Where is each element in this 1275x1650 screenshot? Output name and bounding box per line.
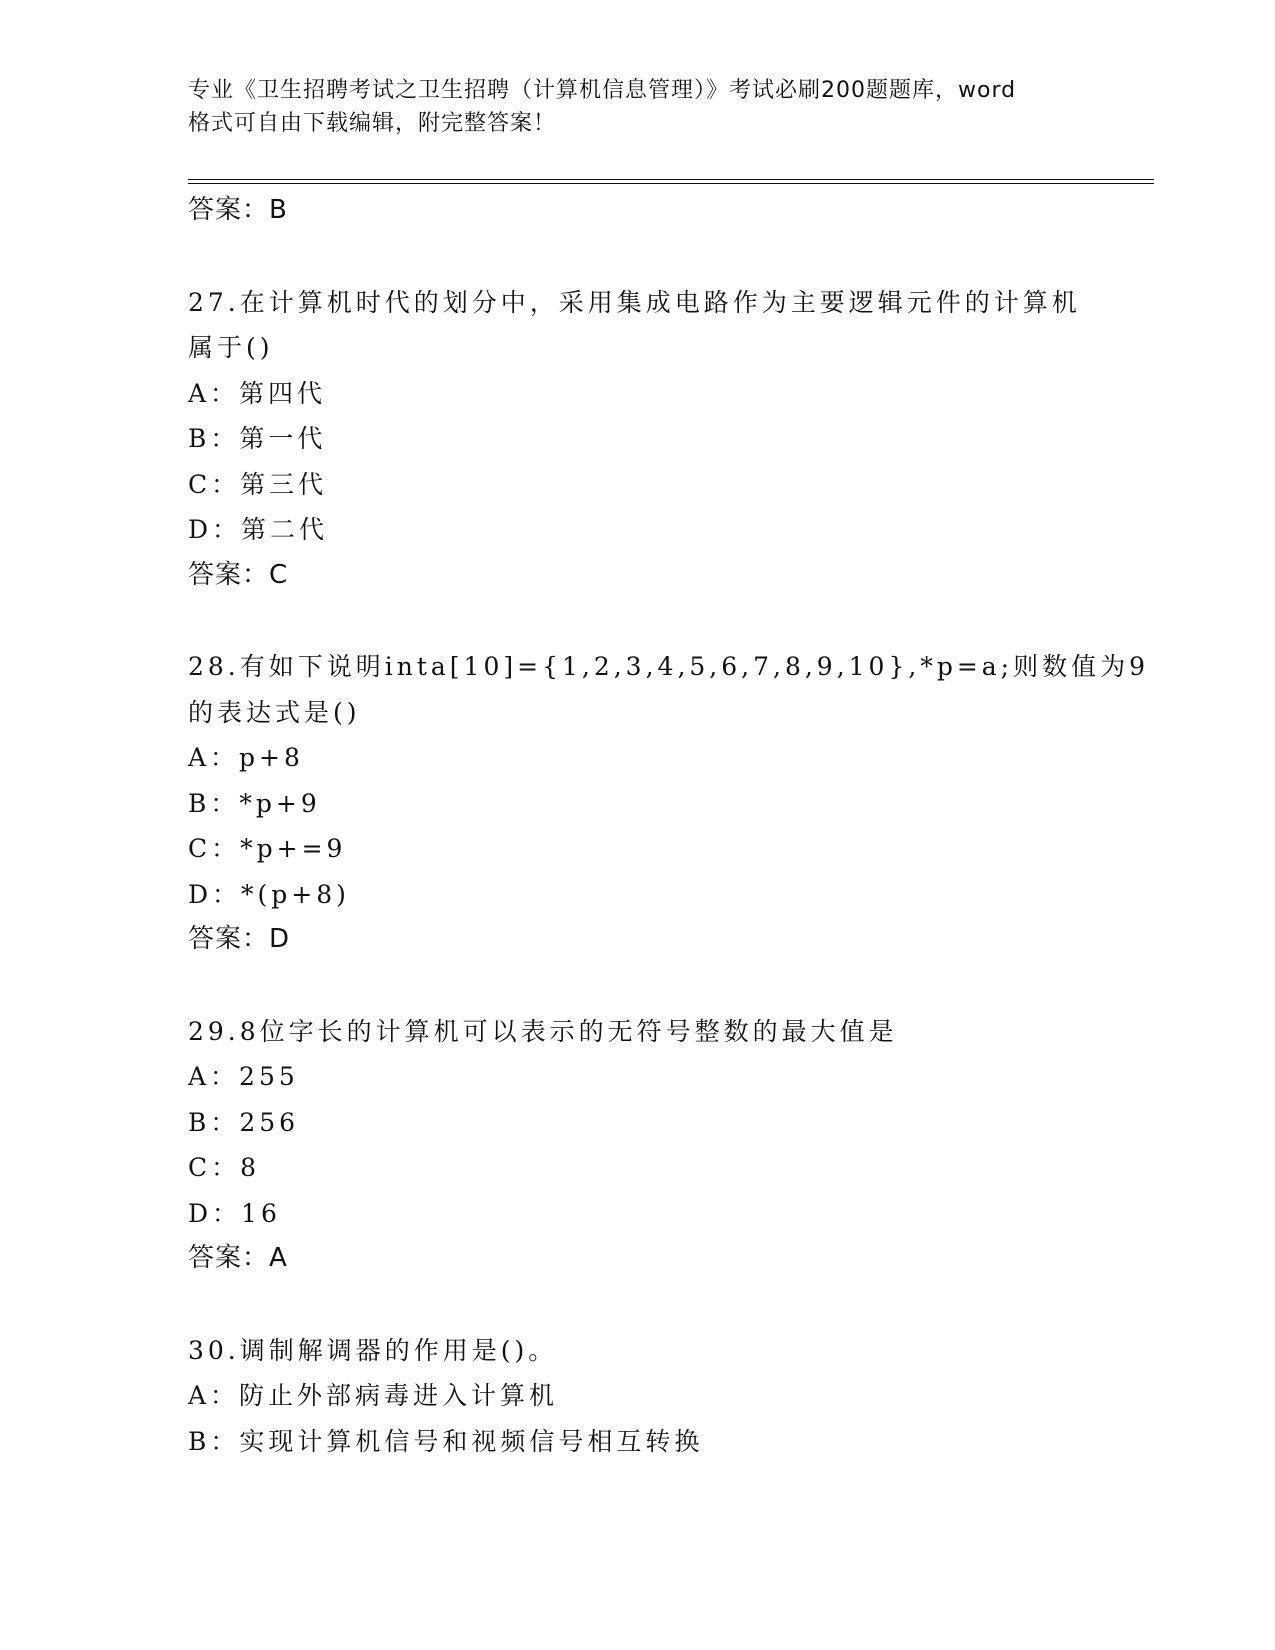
option-b: B：第一代 [188, 424, 327, 453]
spacer [188, 963, 1088, 1009]
option-a: A：255 [188, 1062, 299, 1091]
option-c: C：8 [188, 1153, 261, 1182]
question-28 [188, 644, 1149, 963]
option-b: B：256 [188, 1107, 300, 1137]
option-a: A：p+8 [188, 743, 304, 772]
option-c: C：*p+=9 [188, 834, 347, 863]
question-stem: 30.调制解调器的作用是()。 [188, 1335, 558, 1365]
question-stem: 27.在计算机时代的划分中，采用集成电路作为主要逻辑元件的计算机 [188, 287, 1081, 317]
question-30 [188, 1328, 1088, 1465]
option-d: D：*(p+8) [188, 879, 350, 909]
header-line-2: 格式可自由下载编辑，附完整答案！ [188, 111, 557, 136]
question-27 [188, 280, 1088, 599]
answer: 答案：D [188, 924, 291, 954]
header-line-1: 专业《卫生招聘考试之卫生招聘（计算机信息管理）》考试必刷200题题库，word [188, 78, 1017, 103]
question-stem: 的表达式是() [188, 697, 361, 727]
option-b: B：*p+9 [188, 788, 321, 818]
answer: 答案：C [188, 559, 289, 590]
option-c: C：第三代 [188, 469, 328, 499]
answer: 答案：A [188, 1243, 288, 1273]
spacer [188, 1282, 1088, 1328]
spacer [188, 598, 1088, 644]
option-d: D：第二代 [188, 515, 329, 544]
option-d: D：16 [188, 1198, 281, 1228]
spacer [188, 234, 1088, 280]
previous-answer: 答案：B [188, 195, 288, 225]
question-list [188, 188, 1149, 1464]
question-stem: 28.有如下说明inta[10]={1,2,3,4,5,6,7,8,9,10},*p=a;则数值为9 [188, 652, 1149, 681]
header-divider-top [188, 179, 1154, 180]
header-divider-bottom [188, 183, 1154, 184]
option-b: B：实现计算机信号和视频信号相互转换 [188, 1426, 704, 1456]
option-a: A：第四代 [188, 378, 327, 408]
question-29 [188, 1009, 1088, 1282]
question-stem: 29.8位字长的计算机可以表示的无符号整数的最大值是 [188, 1016, 898, 1046]
question-stem: 属于() [188, 333, 274, 362]
document-header [188, 74, 1088, 140]
option-a: A：防止外部病毒进入计算机 [188, 1381, 559, 1410]
